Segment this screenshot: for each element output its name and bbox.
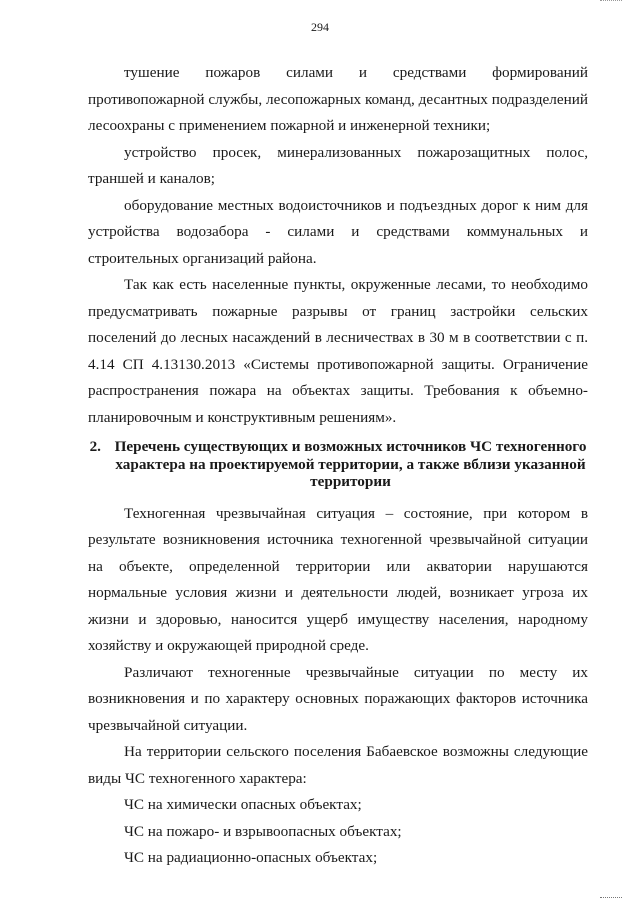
section-title: Перечень существующих и возможных источников ЧС техногенного характера на проектируемой территории, а также вблизи указанной территории bbox=[114, 438, 587, 490]
list-item-chemical: ЧС на химически опасных объектах; bbox=[124, 796, 362, 813]
scan-mark-bottom bbox=[600, 897, 622, 899]
paragraph-clearings: устройство просек, минерализованных пожарозащитных полос, траншей и каналов; bbox=[88, 143, 588, 187]
document-body bbox=[88, 60, 588, 872]
paragraph-fire-breaks: Так как есть населенные пункты, окруженные лесами, то необходимо предусматривать пожарные разрывы от границ застройки сельских поселений до лесных насаждений в лесничествах в 30 м в соответствии с п. 4.14 СП 4.13130.2013 «Системы противопожарной защиты. Ограничение распространения пожара на объектах защиты. Требования к объемно-планировочным и конструктивным решениям». bbox=[88, 276, 588, 426]
paragraph-definition: Техногенная чрезвычайная ситуация – состояние, при котором в результате возникновения источника техногенной чрезвычайной ситуации на объекте, определенной территории или акватории нарушаются нормальные условия жизни и деятельности людей, возникает угроза их жизни и здоровью, наносится ущерб имуществу населения, народному хозяйству и окружающей природной среде. bbox=[88, 504, 588, 654]
page-number: 294 bbox=[311, 20, 329, 34]
paragraph-water-sources: оборудование местных водоисточников и подъездных дорог к ним для устройства водозабора - силами и средствами коммунальных и строительных организаций района. bbox=[88, 196, 588, 267]
paragraph-classification: Различают техногенные чрезвычайные ситуации по месту их возникновения и по характеру основных поражающих факторов источника чрезвычайной ситуации. bbox=[88, 663, 588, 734]
paragraph-firefighting: тушение пожаров силами и средствами формирований противопожарной службы, лесопожарных команд, десантных подразделений лесоохраны с применением пожарной и инженерной техники; bbox=[88, 64, 588, 134]
scan-mark-top bbox=[600, 0, 622, 2]
section-heading bbox=[88, 438, 588, 491]
paragraph-possible-types: На территории сельского поселения Бабаевское возможны следующие виды ЧС техногенного характера: bbox=[88, 743, 588, 787]
section-number: 2. bbox=[89, 438, 101, 455]
list-item-radiation: ЧС на радиационно-опасных объектах; bbox=[124, 849, 378, 866]
list-item-fire-explosion: ЧС на пожаро- и взрывоопасных объектах; bbox=[124, 822, 402, 840]
